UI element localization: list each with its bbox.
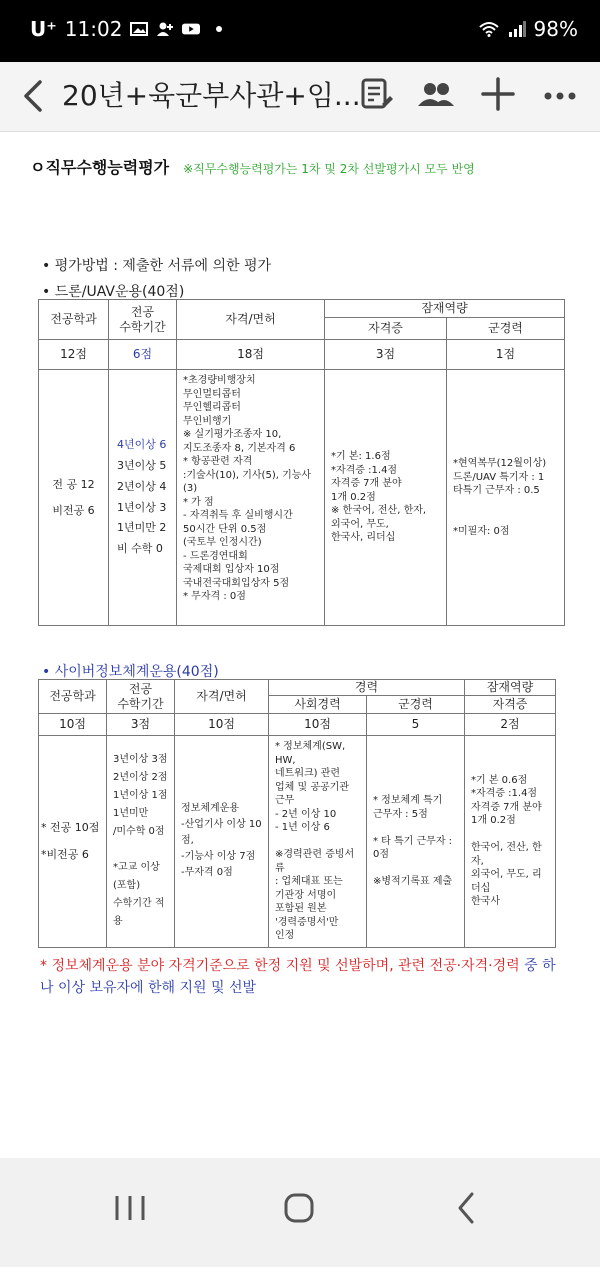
cyber-points-study: 3점 bbox=[107, 714, 175, 736]
home-icon[interactable] bbox=[274, 1186, 324, 1230]
drone-header-military: 군경력 bbox=[447, 318, 565, 340]
drone-study-top: 4년이상 6 bbox=[117, 437, 167, 451]
cyber-header-potential: 잠재역량 bbox=[465, 680, 556, 696]
cyber-major-criteria: * 전공 10점 *비전공 6 bbox=[39, 736, 107, 948]
drone-points-military: 1점 bbox=[447, 340, 565, 370]
drone-heading: • 드론/UAV운용(40점) bbox=[42, 284, 185, 300]
drone-header-major: 전공학과 bbox=[39, 300, 109, 340]
back-nav-icon[interactable] bbox=[442, 1186, 492, 1230]
section-header bbox=[30, 155, 475, 178]
chat-title: 20년+육군부사관+임... bbox=[62, 79, 361, 112]
plus-icon[interactable] bbox=[478, 74, 518, 114]
battery-label: 98% bbox=[533, 17, 578, 41]
navigation-bar bbox=[0, 1158, 600, 1267]
contact-add-icon bbox=[156, 21, 174, 37]
cyber-header-license: 자격/면허 bbox=[175, 680, 269, 714]
youtube-icon bbox=[182, 21, 200, 37]
drone-study-rest: 3년이상 5 2년이상 4 1년이상 3 1년미만 2 비 수학 0 bbox=[117, 458, 167, 556]
footnote-blue-text: 중 하나 이상 보유자에 한해 지원 및 선발 bbox=[40, 958, 556, 997]
cyber-header-military: 군경력 bbox=[367, 696, 465, 714]
cyber-points-license: 10점 bbox=[175, 714, 269, 736]
cyber-header-study: 전공 수학기간 bbox=[107, 680, 175, 714]
notification-dot-icon bbox=[216, 26, 222, 32]
cyber-military-criteria: * 정보체계 특기 근무자 : 5점 * 타 특기 근무자 : 0점 ※병적기록표 제출 bbox=[373, 795, 453, 887]
drone-major-criteria: 전 공 12 비전공 6 bbox=[39, 370, 109, 626]
drone-cert-criteria: *기 본: 1.6점 *자격증 :1.4점 자격증 7개 분야 1개 0.2점 ※ 한국어, 전산, 한자, 외국어, 무도, 한국사, 리더십 bbox=[331, 451, 427, 544]
cyber-points-social: 10점 bbox=[269, 714, 367, 736]
footnote-star: * bbox=[40, 958, 47, 974]
drone-military-criteria: *현역복무(12월이상) 드론/UAV 특기자 : 1 타특기 근무자 : 0.5 *미필자: 0점 bbox=[453, 458, 547, 537]
cyber-table bbox=[38, 679, 556, 948]
drone-study-criteria bbox=[109, 370, 177, 626]
status-bar bbox=[0, 0, 600, 62]
notes-icon[interactable] bbox=[356, 74, 396, 114]
section-title: ㅇ직무수행능력평가 bbox=[30, 158, 170, 177]
cyber-points-military: 5 bbox=[367, 714, 465, 736]
cyber-cert-criteria: *기 본 0.6점 *자격증 :1.4점 자격증 7개 분야 1개 0.2점 한국어, 전산, 한자, 외국어, 무도, 리더십 한국사 bbox=[471, 774, 542, 908]
carrier-label: U⁺ bbox=[30, 17, 57, 41]
drone-header-cert: 자격증 bbox=[325, 318, 447, 340]
drone-header-license: 자격/면허 bbox=[177, 300, 325, 340]
cyber-header-major: 전공학과 bbox=[39, 680, 107, 714]
cyber-social-criteria: * 정보체계(SW, HW, 네트워크) 관련 업체 및 공공기관 근무 - 2년 이상 10 - 1년 이상 6 ※경력관련 증빙서류 : 업체대표 또는 기관장 서명이 포함된 원본 '경력증명서'만 인정 bbox=[275, 741, 355, 941]
drone-header-study: 전공 수학기간 bbox=[109, 300, 177, 340]
section-note: ※직무수행능력평가는 1차 및 2차 선발평가시 모두 반영 bbox=[183, 162, 475, 176]
more-icon[interactable] bbox=[540, 74, 580, 114]
status-left bbox=[30, 17, 222, 41]
recent-apps-icon[interactable] bbox=[105, 1186, 155, 1230]
drone-header-potential: 잠재역량 bbox=[325, 300, 565, 318]
signal-icon bbox=[508, 21, 526, 37]
drone-points-study: 6점 bbox=[109, 340, 177, 370]
cyber-header-cert: 자격증 bbox=[465, 696, 556, 714]
image-icon bbox=[130, 21, 148, 37]
drone-points-major: 12점 bbox=[39, 340, 109, 370]
back-icon[interactable] bbox=[14, 76, 54, 116]
clock: 11:02 bbox=[64, 17, 123, 41]
document-image bbox=[0, 133, 600, 1158]
drone-points-cert: 3점 bbox=[325, 340, 447, 370]
footnote bbox=[40, 955, 560, 1000]
cyber-points-major: 10점 bbox=[39, 714, 107, 736]
drone-points-license: 18점 bbox=[177, 340, 325, 370]
evaluation-method: • 평가방법 : 제출한 서류에 의한 평가 bbox=[42, 258, 272, 274]
drone-license-criteria: *초경량비행장치 무인멀티콥터 무인헬리콥터 무인비행기 ※ 실기평가조종자 10, 지도조종자 8, 기본자격 6 * 항공관련 자격 :기술사(10), 기사(5), 기능사(3) * 가 점 - 자격취득 후 실비행시간 50시간 단위 0.5점 (국토부 인정시간) - 드론경연대회 국제대회 입상자 10점 국내전국대회입상자 5점 * 무자격 : 0점 bbox=[183, 375, 312, 602]
footnote-red-text: 정보체계운용 분야 자격기준으로 한정 지원 및 선발하며, 관련 전공·자격·경력 bbox=[51, 958, 520, 974]
cyber-header-social: 사회경력 bbox=[269, 696, 367, 714]
cyber-heading: • 사이버정보체계운용(40점) bbox=[42, 664, 219, 680]
status-right bbox=[478, 17, 578, 41]
wifi-icon bbox=[478, 21, 500, 37]
app-bar bbox=[0, 62, 600, 132]
cyber-license-criteria: 정보체계운용 -산업기사 이상 10점, -기능사 이상 7점 -무자격 0점 bbox=[181, 803, 262, 879]
cyber-points-cert: 2점 bbox=[465, 714, 556, 736]
cyber-header-career: 경력 bbox=[269, 680, 465, 696]
drone-table bbox=[38, 299, 565, 626]
people-icon[interactable] bbox=[416, 74, 456, 114]
cyber-study-criteria: 3년이상 3점 2년이상 2점 1년이상 1점 1년미만 /미수학 0점 *고교 이상(포함) 수학기간 적용 bbox=[113, 754, 168, 928]
